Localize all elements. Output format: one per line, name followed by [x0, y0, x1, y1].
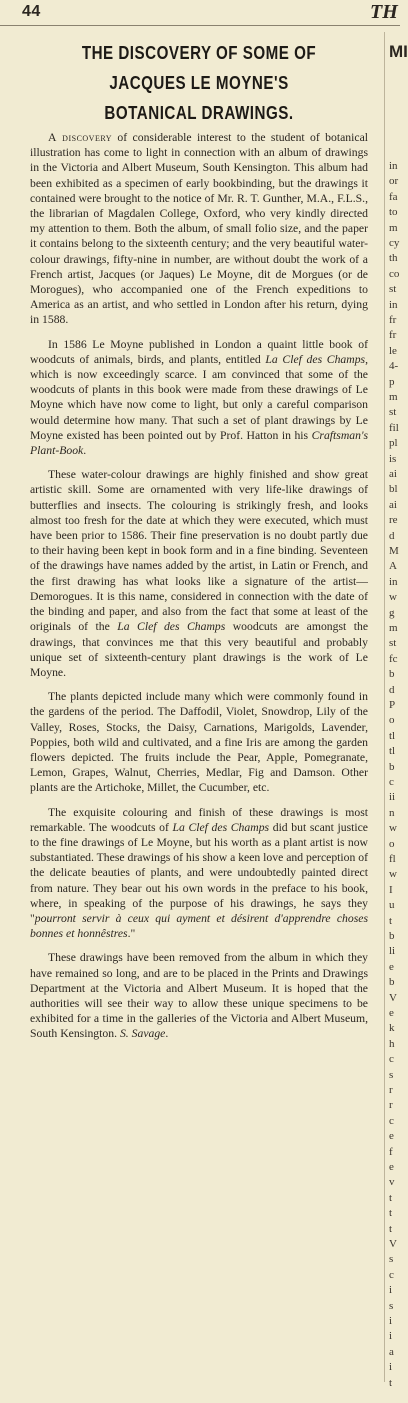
paragraph-4 [30, 689, 368, 795]
next-column-fragment: e [389, 1007, 394, 1019]
paragraph-3 [30, 467, 368, 680]
next-column-fragment: or [389, 175, 399, 188]
next-column-fragment: b [389, 760, 395, 773]
next-column-fragment: th [389, 252, 398, 265]
next-column-fragment: fil [389, 421, 399, 434]
next-column-fragment: g [389, 606, 395, 619]
next-column-fragment: fc [389, 652, 398, 665]
next-column-fragment: s [389, 1253, 394, 1266]
page-number: 44 [22, 3, 41, 20]
next-column-fragment: t [389, 1191, 393, 1204]
next-column-fragment: 4- [389, 360, 399, 373]
paragraph-5 [30, 805, 368, 942]
paragraph-6 [30, 950, 368, 1041]
next-column-fragment: k [389, 1022, 395, 1035]
next-column-fragment: V [389, 991, 397, 1004]
next-column-fragment: ai [389, 468, 397, 480]
next-column-fragment: o [389, 837, 395, 850]
next-column-fragment: ii [389, 791, 396, 804]
next-article-title-fragment: MI [389, 42, 408, 61]
next-column-fragment: c [389, 1268, 394, 1281]
next-column-fragment: is [389, 452, 397, 465]
next-column-fragment: i [389, 1361, 393, 1374]
paragraph-text: woodcuts are amongst the drawings, that convinces me that this very beautiful and probably unique set of sixteenth-century plant drawings is the work of Le Moyne. [30, 620, 369, 679]
next-column-fragment: st [389, 637, 397, 650]
next-column-fragment: cy [389, 237, 400, 249]
article-body [30, 130, 368, 1051]
paragraph-text: did but scant justice to the fine drawings of Le Moyne, but his worth as a plant artist is now substantiated. These drawings of his show a keen love and perception of the delicate beauties of plants, and were undoubtedly painted direct from nature. They bear out his own words in the preface to his book, where, in speaking of the purpose of his drawings, he says they " [30, 820, 368, 925]
next-column-fragment: b [389, 976, 395, 989]
header-rule [0, 25, 400, 26]
next-column-fragment: c [389, 1114, 394, 1127]
next-column-fragment: e [389, 960, 394, 973]
next-column-fragment: to [389, 206, 398, 219]
article-title: THE DISCOVERY OF SOME OF JACQUES LE MOYNE'S BOTANICAL DRAWINGS. [81, 42, 317, 123]
next-column-fragment: fl [389, 853, 396, 865]
next-column-fragment: m [389, 221, 398, 234]
next-column-fragment: pl [389, 437, 398, 450]
next-column-fragment: t [389, 1376, 393, 1389]
next-column-fragment: le [389, 344, 397, 357]
next-column-fragment: a [389, 1345, 394, 1358]
next-column-fragment: b [389, 668, 395, 681]
book-title: Craftsman's Plant-Book [30, 428, 368, 458]
column-rule [384, 32, 385, 1382]
running-head: TH [370, 1, 398, 23]
next-column-fragment: t [389, 1222, 393, 1235]
next-column-fragment: e [389, 1161, 394, 1173]
next-column-fragment: c [389, 1053, 394, 1066]
next-column-fragment: P [389, 699, 396, 711]
next-column-fragment: fr [389, 314, 397, 326]
next-column-fragment: m [389, 622, 398, 634]
next-column-fragment: tl [389, 745, 396, 758]
next-column-fragment: in [389, 575, 398, 588]
next-column-fragment: v [389, 1176, 395, 1189]
paragraph-1 [30, 130, 368, 328]
next-column-fragment: co [389, 267, 400, 280]
next-column-edge [389, 0, 408, 1403]
next-column-fragment: w [389, 591, 397, 604]
lead-in: A discovery [48, 131, 113, 144]
next-column-fragment: d [389, 683, 395, 696]
next-column-fragment: I [389, 883, 393, 896]
next-column-fragment: li [389, 945, 396, 958]
next-column-fragment: r [389, 1099, 393, 1112]
paragraph-text: of considerable interest to the student of botanical illustration has come to light in connection with an album of drawings in the Victoria and Albert Museum, South Kensington. This album had been exhibited as a specimen of early bookbinding, but the drawings it contained were brought to the notice of Mr. R. T. Gunther, M.A., F.L.S., the librarian of Magdalen College, Oxford, who very kindly directed my attention to them. Both the album, of small folio size, and the paper it contains belong to the sixteenth century; and the very beautiful water-colour drawings, fifty-nine in number, are without doubt the work of a French artist, Jacques (or Jaques) Le Moyne, dit de Morgues (or de Morogues), who accompanied one of the French expeditions to America as an artist, and who settled in London after his return, dying in 1588. [30, 131, 368, 327]
next-column-fragment: ai [389, 498, 397, 511]
next-column-fragment: i [389, 1315, 393, 1327]
next-column-fragment: st [389, 283, 397, 296]
next-column-fragment: d [389, 529, 395, 542]
next-column-fragment: fa [389, 190, 398, 203]
next-column-fragment: f [389, 1145, 393, 1158]
next-column-fragment: fr [389, 329, 397, 342]
next-column-fragment: i [389, 1330, 393, 1343]
paragraph-text: The exquisite colouring and finish of these drawings is most remarkable. The woodcuts of [30, 805, 368, 834]
next-column-fragment: s [389, 1068, 394, 1081]
next-column-fragment: bl [389, 483, 398, 496]
next-column-fragment: V [389, 1238, 397, 1250]
book-title: La Clef des Champs [265, 352, 366, 366]
paragraph-text: The plants depicted include many which were commonly found in the gardens of the period. The Daffodil, Violet, Snowdrop, Lily of the Valley, Roses, Stocks, the Daisy, Carnations, Marigolds, Lavender, Poppies, both wild and cultivated, and a fine Iris are among the garden flowers depicted. The fruits include the Pear, Apple, Pomegranate, Lemon, Grapes, Walnut, Cherries, Medlar, Fig and Damson. Other plants are the Artichoke, Millet, the Cucumber, etc. [30, 690, 368, 795]
book-title: La Clef des Champs [117, 620, 226, 634]
next-column-fragment: w [389, 822, 397, 835]
next-column-fragment: n [389, 806, 395, 819]
next-column-fragment: m [389, 391, 398, 403]
next-column-fragment: A [389, 560, 397, 573]
next-column-fragment: e [389, 1130, 394, 1143]
next-column-fragment: i [389, 1284, 393, 1297]
paragraph-text: ." [127, 927, 136, 941]
next-column-fragment: M [389, 545, 399, 557]
paragraph-text: . [83, 444, 87, 458]
next-column-fragment: re [389, 514, 398, 527]
next-column-fragment: p [389, 375, 395, 388]
next-column-fragment: o [389, 714, 395, 727]
paragraph-text: These water-colour drawings are highly finished and show great artistic skill. Some are ornamented with very life-like drawings of butterflies and insects. The colouring is strikingly fresh, and looks almost too fresh for the date at which they were executed, which must have been prior to 1586. Their fine preservation is no doubt partly due to their having been kept in book form and in a fine binding. Seventeen of the drawings have names added by the artist, in Latin or French, and the first drawing has what looks like a signature of the artist—Demorogues. It is this name, considered in connection with the date of the binding and paper, and also from the fact that some at least of the originals of the [30, 468, 368, 634]
paragraph-text: In 1586 Le Moyne published in London a quaint little book of woodcuts of animals, birds, and plants, entitled [30, 337, 368, 366]
next-column-fragment: tl [389, 729, 396, 742]
next-column-fragment: s [389, 1299, 394, 1312]
next-column-fragment: w [389, 868, 397, 881]
next-column-fragment: h [389, 1037, 395, 1050]
paragraph-text: , which is now exceedingly scarce. I am convinced that some of the woodcuts of plants in this book were made from these drawings of Le Moyne which have now come to light, but only a careful comparison would determine how many. That such a set of plant drawings by Le Moyne existed has been pointed out by Prof. Hatton in his [30, 352, 369, 442]
paragraph-2 [30, 337, 368, 459]
next-column-fragment: u [389, 899, 395, 912]
next-column-fragment: t [389, 1207, 393, 1220]
book-title: La Clef des Champs [172, 820, 270, 834]
paragraph-text: These drawings have been removed from the album in which they have remained so long, and are to be placed in the Prints and Drawings Department at the Victoria and Albert Museum. It is hoped that the authorities will see their way to allow these unique specimens to be exhibited for a time in the galleries of the Victoria and Albert Museum, South Kensington. [30, 951, 368, 1041]
author-signature: S. Savage [119, 1027, 166, 1041]
next-column-fragment: t [389, 914, 393, 927]
next-column-fragment: c [389, 776, 394, 788]
paragraph-text: . [165, 1027, 169, 1041]
french-quote: pourront servir à ceux qui ayment et désirent d'apprendre choses bonnes et honnêstres [30, 911, 368, 941]
next-column-fragment: in [389, 298, 398, 311]
next-column-fragment: st [389, 406, 397, 419]
next-column-fragment: b [389, 930, 395, 942]
next-column-fragment: r [389, 1084, 393, 1096]
next-column-fragment: in [389, 160, 398, 172]
